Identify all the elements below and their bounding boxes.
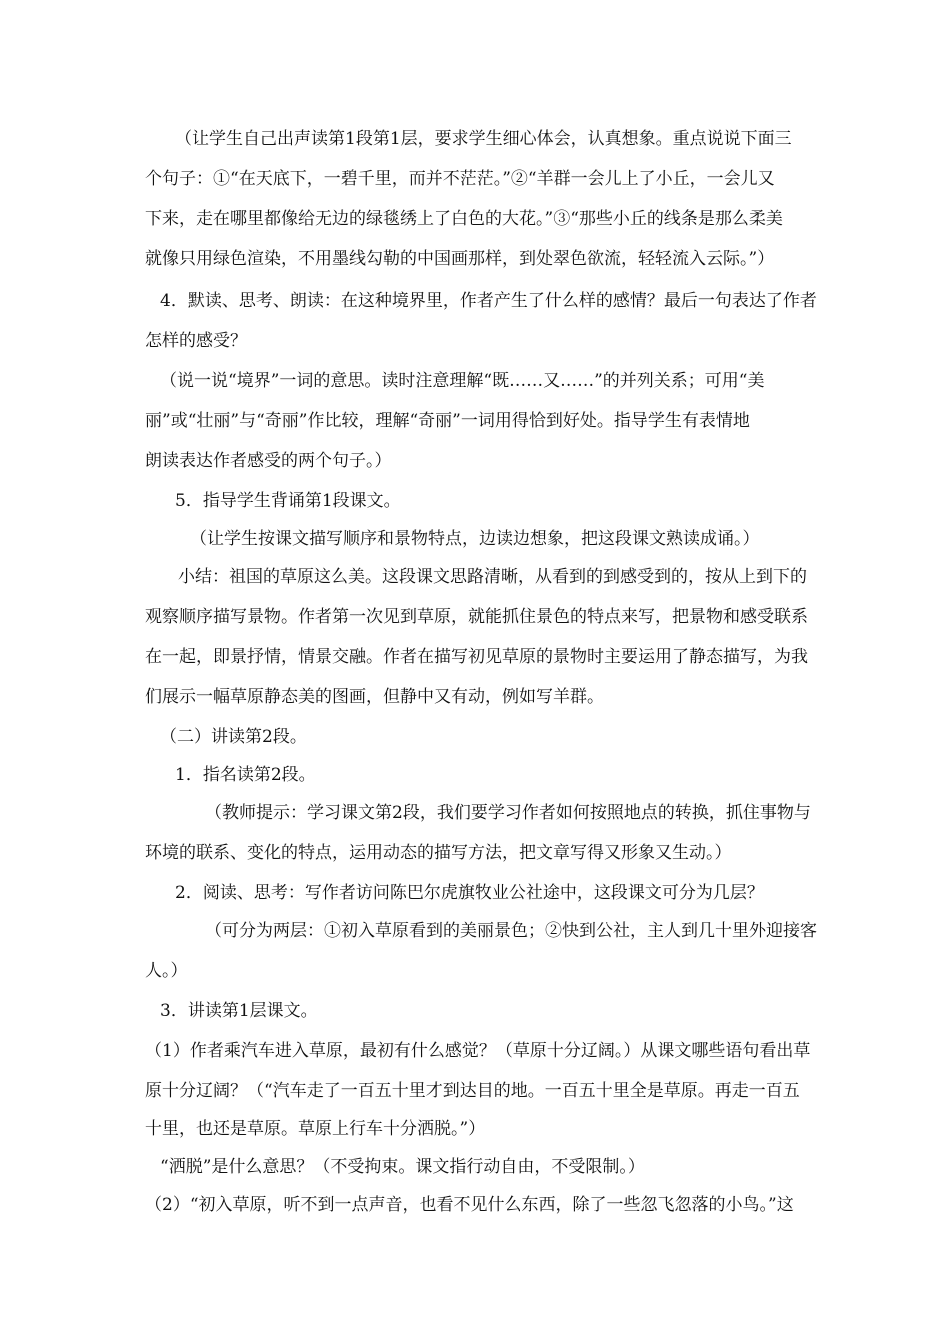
- text-line: 原十分辽阔？（“汽车走了一百五十里才到达目的地。一百五十里全是草原。再走一百五: [145, 1081, 800, 1101]
- text-line: 就像只用绿色渲染，不用墨线勾勒的中国画那样，到处翠色欲流，轻轻流入云际。”）: [145, 249, 775, 269]
- text-line: （说一说“境界”一词的意思。读时注意理解“既……又……”的并列关系；可用“美: [160, 371, 765, 391]
- text-line: 4．默读、思考、朗读：在这种境界里，作者产生了什么样的感情？最后一句表达了作者: [160, 291, 817, 311]
- text-line: 个句子：①“在天底下，一碧千里，而并不茫茫。”②“羊群一会儿上了小丘，一会儿又: [145, 169, 775, 189]
- text-line: （2）“初入草原，听不到一点声音，也看不见什么东西，除了一些忽飞忽落的小鸟。”这: [145, 1195, 794, 1215]
- text-line: 人。）: [145, 961, 188, 981]
- text-line: “洒脱”是什么意思？（不受拘束。课文指行动自由，不受限制。）: [160, 1157, 645, 1177]
- text-line: 1．指名读第2段。: [175, 765, 316, 785]
- text-line: 在一起，即景抒情，情景交融。作者在描写初见草原的景物时主要运用了静态描写，为我: [145, 647, 808, 667]
- text-line: （教师提示：学习课文第2段，我们要学习作者如何按照地点的转换，抓住事物与: [205, 803, 811, 823]
- text-line: （可分为两层：①初入草原看到的美丽景色；②快到公社，主人到几十里外迎接客: [205, 921, 817, 941]
- text-line: 2．阅读、思考：写作者访问陈巴尔虎旗牧业公社途中，这段课文可分为几层？: [175, 883, 764, 903]
- text-line: 小结：祖国的草原这么美。这段课文思路清晰，从看到的到感受到的，按从上到下的: [178, 567, 807, 587]
- text-line: （让学生按课文描写顺序和景物特点，边读边想象，把这段课文熟读成诵。）: [190, 529, 760, 549]
- text-line: 朗读表达作者感受的两个句子。）: [145, 451, 392, 471]
- text-line: 3．讲读第1层课文。: [160, 1001, 318, 1021]
- text-line: 们展示一幅草原静态美的图画，但静中又有动，例如写羊群。: [145, 687, 604, 707]
- text-line: 十里，也还是草原。草原上行车十分洒脱。”）: [145, 1119, 486, 1139]
- text-line: 丽”或“壮丽”与“奇丽”作比较，理解“奇丽”一词用得恰到好处。指导学生有表情地: [145, 411, 750, 431]
- text-line: 怎样的感受？: [145, 331, 247, 351]
- text-line: 观察顺序描写景物。作者第一次见到草原，就能抓住景色的特点来写，把景物和感受联系: [145, 607, 808, 627]
- text-line: （让学生自己出声读第1段第1层，要求学生细心体会，认真想象。重点说说下面三: [175, 129, 792, 149]
- text-line: 下来，走在哪里都像给无边的绿毯绣上了白色的大花。”③“那些小丘的线条是那么柔美: [145, 209, 783, 229]
- text-line: （1）作者乘汽车进入草原，最初有什么感觉？（草原十分辽阔。）从课文哪些语句看出草: [145, 1041, 811, 1061]
- text-line: （二）讲读第2段。: [160, 727, 307, 747]
- text-line: 环境的联系、变化的特点，运用动态的描写方法，把文章写得又形象又生动。）: [145, 843, 732, 863]
- text-line: 5．指导学生背诵第1段课文。: [175, 491, 401, 511]
